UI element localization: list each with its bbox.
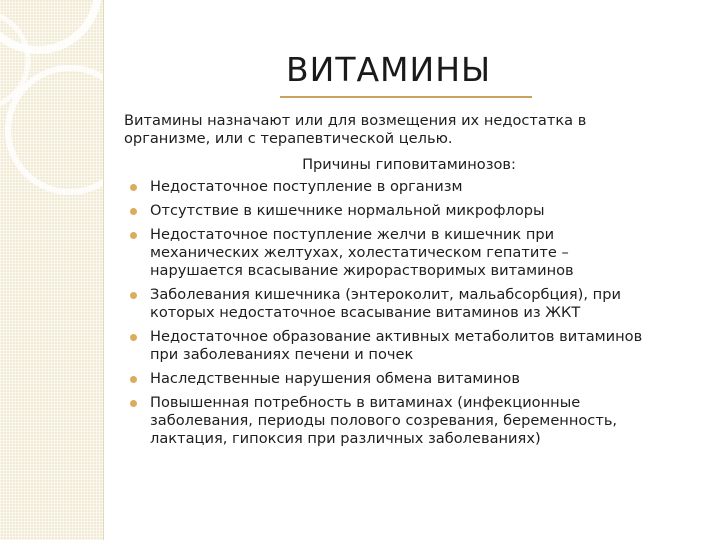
list-item [124,370,664,388]
decorative-side-panel [0,0,103,540]
bullet-dot-icon [130,232,137,239]
decorative-circles-icon [0,0,103,540]
slide-title: ВИТАМИНЫ [286,50,492,89]
bullet-dot-icon [130,400,137,407]
list-item [124,286,664,322]
bullet-dot-icon [130,292,137,299]
bullet-dot-icon [130,184,137,191]
list-item-text: Заболевания кишечника (энтероколит, мальабсорбция), при которых недостаточное всасывание витаминов из ЖКТ [150,286,621,321]
title-underline [280,96,532,98]
intro-text: Витамины назначают или для возмещения их недостатка в организме, или с терапевтической целью. [124,112,587,147]
list-item-text: Повышенная потребность в витаминах (инфекционные заболевания, периоды полового созревания, беременность, лактация, гипоксия при различных заболеваниях) [150,394,618,447]
list-item-text: Отсутствие в кишечнике нормальной микрофлоры [150,202,545,219]
slide-body [124,112,664,448]
list-item-text: Недостаточное образование активных метаболитов витаминов при заболеваниях печени и почек [150,328,643,363]
list-item-text: Недостаточное поступление в организм [150,178,463,195]
list-item [124,178,664,196]
list-item-text: Наследственные нарушения обмена витаминов [150,370,520,387]
list-item [124,202,664,220]
list-item [124,328,664,364]
list-item [124,394,664,448]
side-divider [103,0,108,540]
bullet-dot-icon [130,376,137,383]
list-item-text: Недостаточное поступление желчи в кишечник при механических желтухах, холестатическом гепатите – нарушается всасывание жирорастворимых витаминов [150,226,574,279]
causes-subheading: Причины гиповитаминозов: [302,156,516,173]
bullet-dot-icon [130,334,137,341]
causes-list [124,178,664,448]
bullet-dot-icon [130,208,137,215]
list-item [124,226,664,280]
